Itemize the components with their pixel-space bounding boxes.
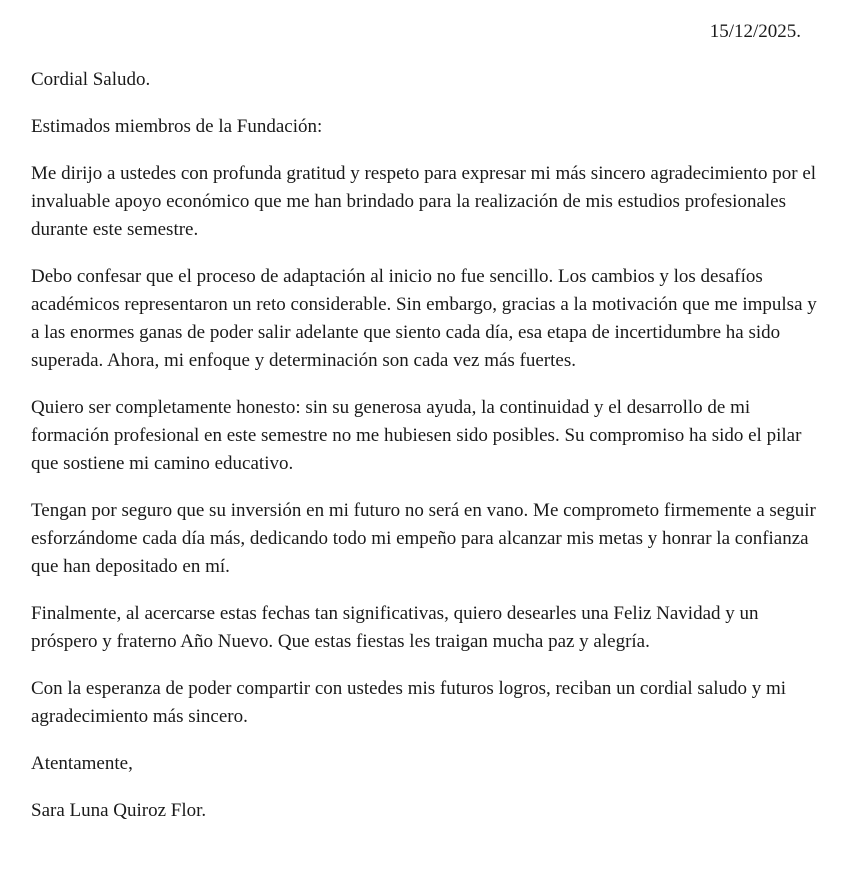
paragraph-holidays: Finalmente, al acercarse estas fechas tan significativas, quiero desearles una Feliz Navidad y un próspero y fraterno Año Nuevo. Que estas fiestas les traigan mucha paz y alegría. bbox=[31, 603, 759, 652]
letter-body bbox=[31, 66, 821, 844]
paragraph-farewell: Con la esperanza de poder compartir con ustedes mis futuros logros, reciban un cordial saludo y mi agradecimiento más sincero. bbox=[31, 678, 787, 727]
paragraph-adaptation: Debo confesar que el proceso de adaptación al inicio no fue sencillo. Los cambios y los desafíos académicos representaron un reto considerable. Sin embargo, gracias a la motivación que me impulsa y a las enormes ganas de poder salir adelante que siento cada día, esa etapa de incertidumbre ha sido superada. Ahora, mi enfoque y determinación son cada vez más fuertes. bbox=[31, 266, 817, 371]
paragraph-gratitude: Me dirijo a ustedes con profunda gratitud y respeto para expresar mi más sincero agradecimiento por el invaluable apoyo económico que me han brindado para la realización de mis estudios profesionales durante este semestre. bbox=[31, 163, 817, 240]
paragraph-commitment: Tengan por seguro que su inversión en mi futuro no será en vano. Me comprometo firmemente a seguir esforzándome cada día más, dedicando todo mi empeño para alcanzar mis metas y honrar la confianza que han depositado en mí. bbox=[31, 500, 816, 577]
closing: Atentamente, bbox=[31, 753, 133, 774]
letter-date: 15/12/2025. bbox=[709, 21, 801, 42]
paragraph-honesty: Quiero ser completamente honesto: sin su generosa ayuda, la continuidad y el desarrollo de mi formación profesional en este semestre no me hubiesen sido posibles. Su compromiso ha sido el pilar que sostiene mi camino educativo. bbox=[31, 397, 802, 474]
signature: Sara Luna Quiroz Flor. bbox=[31, 800, 207, 821]
salutation: Estimados miembros de la Fundación: bbox=[31, 116, 323, 137]
greeting: Cordial Saludo. bbox=[31, 69, 151, 90]
